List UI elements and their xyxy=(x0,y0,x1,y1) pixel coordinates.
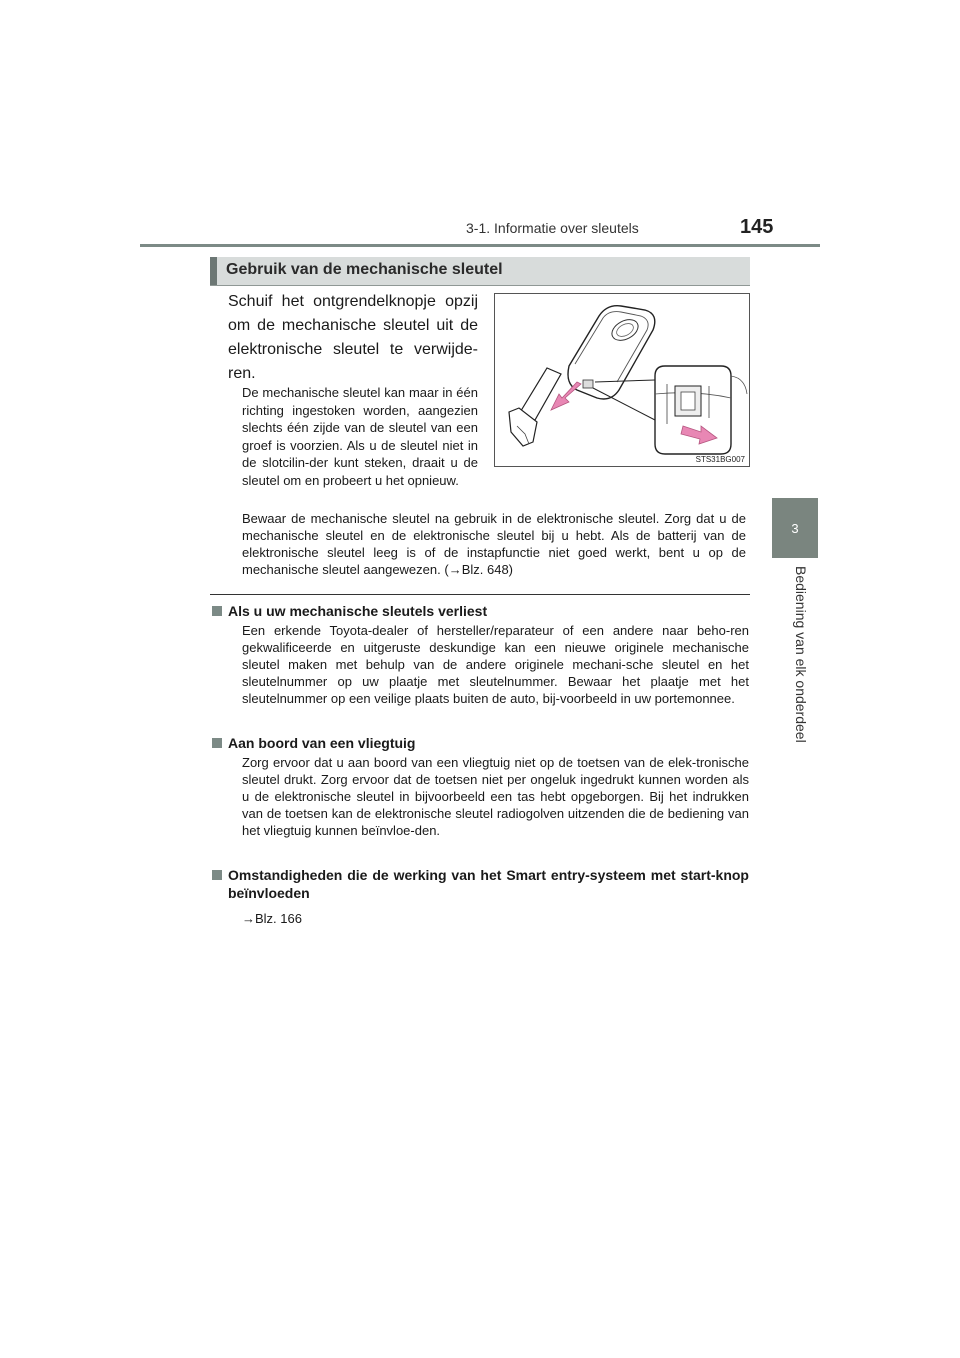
square-bullet-icon xyxy=(212,606,222,616)
page-reference-link[interactable]: →Blz. 166 xyxy=(242,911,302,926)
electronic-key-body xyxy=(568,306,655,399)
chapter-tab[interactable] xyxy=(772,498,818,558)
title-underline xyxy=(210,285,750,286)
page-number: 145 xyxy=(740,216,774,238)
storage-body: Bewaar de mechanische sleutel na gebruik in de elektronische sleutel. Zorg dat u de mechanische sleutel en de elektronische sleutel bij u hebt. Als de batterij van de elektronische sleutel leeg is of de instapfunctie niet goed werkt, bent u op de mechanische sleutel aangewezen. xyxy=(242,511,746,577)
info-heading: Aan boord van een vliegtuig xyxy=(228,735,416,751)
section-title: Gebruik van de mechanische sleutel xyxy=(226,261,503,278)
release-slot xyxy=(583,380,593,388)
header-section-title: 3-1. Informatie over sleutels xyxy=(466,220,639,236)
info-body: Zorg ervoor dat u aan boord van een vliegtuig niet op de toetsen van de elek-tronische sleutel drukt. Zorg ervoor dat de toetsen niet per ongeluk ingedrukt kunnen worden als u de elektronische sleutel in bijvoorbeeld een tas hebt opgeborgen. Bij het indrukken van de toetsen kan de elektronische sleutel radiogolven uitzenden die de bediening van het vliegtuig kunnen beïnvloe-den. xyxy=(242,755,749,838)
square-bullet-icon xyxy=(212,738,222,748)
info-body: Een erkende Toyota-dealer of hersteller/reparateur of een andere naar beho-ren gekwalificeerde en uitgeruste deskundige kan een nieuwe originele mechanische sleutel maken met behulp van de andere originele mechani-sche sleutel en het sleutelnummer op uw plaatje met sleutelnummer. Bewaar het plaatje met het sleutelnummer op een veilige plaats buiten de auto, bij-voorbeeld in uw portemonnee. xyxy=(242,623,749,706)
title-accent xyxy=(210,257,217,285)
info-heading: Als u uw mechanische sleutels verliest xyxy=(228,603,488,619)
storage-text xyxy=(242,510,746,578)
header-rule xyxy=(140,244,820,247)
section-divider xyxy=(210,594,750,595)
info-lost-keys xyxy=(211,602,749,707)
square-bullet-icon xyxy=(212,870,222,880)
page-reference-link[interactable]: (→Blz. 648) xyxy=(444,562,514,577)
note-text: De mechanische sleutel kan maar in één richting ingestoken worden, aangezien slechts één zijde van de sleutel van een groef is voorzien. Als u de sleutel niet in de slotcilin-der kunt steken, draait u de sleutel om en probeert u het opnieuw. xyxy=(242,385,478,488)
intro-text: Schuif het ontgrendelknopje opzij om de mechanische sleutel uit de elektronische sleutel te verwijde-ren. xyxy=(228,293,478,382)
removal-arrow xyxy=(551,382,581,410)
chapter-title: Bediening van elk onderdeel xyxy=(793,566,809,743)
key-drawing xyxy=(495,294,749,466)
key-illustration xyxy=(494,293,750,467)
figure-code: STS31BG007 xyxy=(695,455,745,464)
info-airplane xyxy=(211,734,749,839)
info-heading: Omstandigheden die de werking van het Smart entry-systeem met start-knop beïnvloeden xyxy=(228,867,749,901)
section-title-bar xyxy=(210,257,750,285)
chapter-number: 3 xyxy=(791,520,799,536)
info-smart-entry xyxy=(211,866,749,927)
